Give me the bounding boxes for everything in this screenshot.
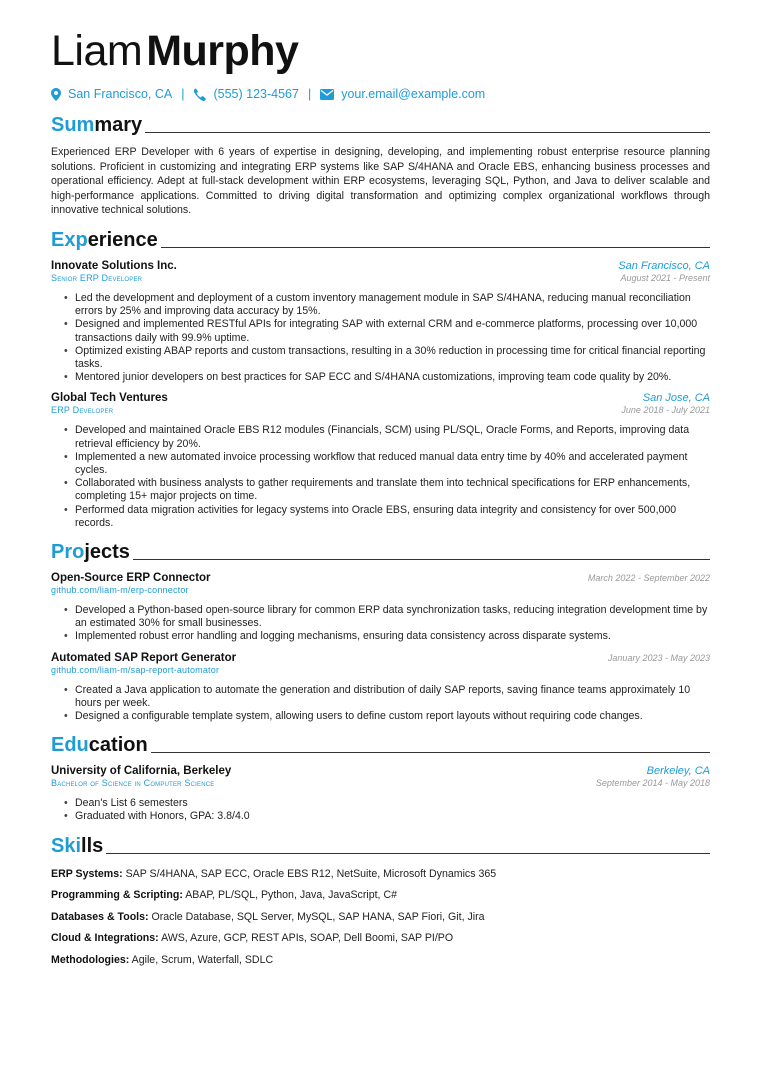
first-name: Liam [51, 27, 143, 75]
bullet-item: • Implemented a new automated invoice processing workflow that reduced manual data entry time by 40% and accelerated payment cycles. [64, 451, 710, 477]
bullet-item: • Designed and implemented RESTful APIs for integrating SAP with external CRM and e-commerce platforms, processing over 10,000 transactions daily with 99.9% uptime. [64, 318, 710, 344]
bullet-item: • Developed and maintained Oracle EBS R12 modules (Financials, SCM) using PL/SQL, Oracle Forms, and Reports, improving data retrieval efficiency by 20%. [64, 424, 710, 450]
bullet-item: • Dean's List 6 semesters [64, 797, 710, 810]
job-role: ERP Developer [51, 405, 114, 416]
skill-row [51, 910, 710, 924]
project-dates: March 2022 - September 2022 [587, 573, 710, 584]
section-divider [106, 853, 710, 854]
project-entry [51, 652, 710, 724]
experience-heading: Experience [51, 226, 710, 252]
skill-label: ERP Systems: [51, 867, 123, 880]
skill-row [51, 953, 710, 967]
skill-row [51, 931, 710, 945]
location-text: San Francisco, CA [68, 87, 173, 101]
bullet-item: • Led the development and deployment of a custom inventory management module in SAP S/4HANA, reducing manual reconciliation errors by 25% and improving data accuracy by 15%. [64, 292, 710, 318]
phone-icon [193, 88, 206, 101]
contact-separator: | [307, 87, 312, 101]
last-name: Murphy [146, 27, 299, 75]
section-divider [145, 132, 710, 133]
email-contact[interactable] [320, 87, 485, 101]
project-name: Automated SAP Report Generator [51, 651, 237, 664]
skill-label: Cloud & Integrations: [51, 932, 159, 945]
contact-separator: | [181, 87, 185, 101]
skill-row [51, 867, 710, 881]
project-bullets [51, 684, 710, 724]
section-divider [133, 559, 710, 560]
phone-contact[interactable] [193, 87, 298, 101]
projects-heading: Projects [51, 538, 710, 564]
bullet-item: • Performed data migration activities for legacy systems into Oracle EBS, ensuring data integrity and consistency for over 500,000 records. [64, 504, 710, 530]
bullet-item: • Designed a configurable template system, allowing users to define custom report layouts without requiring code changes. [64, 710, 710, 723]
skill-label: Programming & Scripting: [51, 889, 183, 902]
company-name: Global Tech Ventures [51, 392, 168, 405]
map-pin-icon [51, 88, 61, 101]
bullet-item: • Graduated with Honors, GPA: 3.8/4.0 [64, 810, 710, 823]
project-link[interactable]: github.com/liam-m/sap-report-automator [51, 664, 220, 675]
contact-line [51, 85, 710, 103]
skill-value: Oracle Database, SQL Server, MySQL, SAP HANA, SAP Fiori, Git, Jira [151, 910, 485, 923]
skill-value: SAP S/4HANA, SAP ECC, Oracle EBS R12, NetSuite, Microsoft Dynamics 365 [125, 867, 497, 880]
skill-value: AWS, Azure, GCP, REST APIs, SOAP, Dell Boomi, SAP PI/PO [161, 932, 454, 945]
education-heading: Education [51, 731, 710, 757]
bullet-item: • Mentored junior developers on best practices for SAP ECC and S/4HANA customizations, improving team code quality by 20%. [64, 371, 710, 384]
project-dates: January 2023 - May 2023 [607, 652, 710, 663]
candidate-name [51, 26, 710, 76]
company-name: Innovate Solutions Inc. [51, 259, 177, 272]
bullet-item: • Created a Java application to automate the generation and distribution of daily SAP reports, saving finance teams approximately 10 hours per week. [64, 684, 710, 710]
bullet-item: • Optimized existing ABAP reports and custom transactions, resulting in a 30% reduction in processing time for critical financial reporting tasks. [64, 345, 710, 371]
skill-label: Methodologies: [51, 953, 130, 966]
project-entry [51, 572, 710, 644]
job-entry [51, 392, 710, 530]
school-location: Berkeley, CA [646, 765, 710, 778]
project-name: Open-Source ERP Connector [51, 572, 211, 585]
section-divider [161, 247, 710, 248]
section-divider [151, 752, 710, 753]
project-bullets [51, 604, 710, 644]
education-bullets [51, 797, 710, 823]
job-dates: August 2021 - Present [620, 272, 710, 283]
envelope-icon [320, 89, 334, 100]
bullet-item: • Collaborated with business analysts to gather requirements and translate them into technical specifications for ERP enhancements, completing 15+ major projects on time. [64, 477, 710, 503]
job-bullets [51, 424, 710, 530]
skills-list [51, 867, 710, 967]
job-location: San Jose, CA [642, 392, 710, 405]
job-dates: June 2018 - July 2021 [621, 405, 710, 416]
job-entry [51, 260, 710, 384]
job-role: Senior ERP Developer [51, 272, 143, 283]
degree: Bachelor of Science in Computer Science [51, 778, 215, 789]
summary-text: Experienced ERP Developer with 6 years of expertise in designing, developing, and implementing robust enterprise resource planning solutions. Proficient in customizing and integrating ERP systems like SAP S/4HANA and Oracle EBS, enhancing business processes and operational efficiency. Adept at full-stack development within ERP ecosystems, leveraging SQL, Python, and Java to deliver scalable and high-performance applications. Committed to driving digital transformation and optimizing complex organizational workflows through innovative technical solutions. [51, 146, 710, 217]
summary-heading: Summary [51, 111, 710, 137]
education-entry [51, 765, 710, 823]
skill-value: Agile, Scrum, Waterfall, SDLC [131, 953, 274, 966]
education-dates: September 2014 - May 2018 [595, 778, 710, 789]
job-bullets [51, 292, 710, 384]
email-text: your.email@example.com [341, 87, 486, 101]
skill-row [51, 888, 710, 902]
location-contact [51, 87, 172, 101]
project-link[interactable]: github.com/liam-m/erp-connector [51, 585, 189, 596]
bullet-item: • Implemented robust error handling and logging mechanisms, ensuring data consistency across disparate systems. [64, 630, 710, 643]
skill-label: Databases & Tools: [51, 910, 149, 923]
skill-value: ABAP, PL/SQL, Python, Java, JavaScript, C# [185, 889, 397, 902]
school-name: University of California, Berkeley [51, 765, 232, 778]
phone-text: (555) 123-4567 [213, 87, 299, 101]
bullet-item: • Developed a Python-based open-source library for common ERP data synchronization tasks, reducing integration development time by an estimated 30% for small businesses. [64, 604, 710, 630]
skills-heading: Skills [51, 832, 710, 858]
job-location: San Francisco, CA [618, 259, 710, 272]
